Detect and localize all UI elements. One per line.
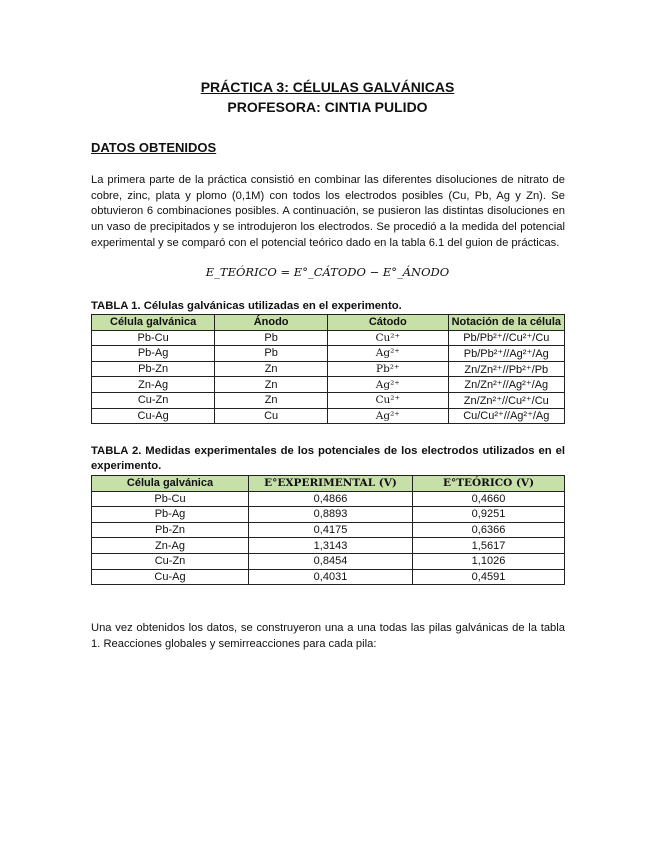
table-cell: Cu-Zn xyxy=(92,553,249,569)
table-cell: Pb/Pb²⁺//Cu²⁺/Cu xyxy=(448,330,564,346)
table-cell: 0,6366 xyxy=(413,522,565,538)
table-cell: 0,4660 xyxy=(413,491,565,507)
table-row xyxy=(92,330,565,346)
table-cell: 1,3143 xyxy=(249,538,413,554)
column-header: Cátodo xyxy=(328,315,449,331)
column-header: E°TEÓRICO (V) xyxy=(413,476,565,492)
table-row xyxy=(92,361,565,377)
table-cell: Pb xyxy=(215,330,328,346)
table-cell: Pb-Cu xyxy=(92,330,215,346)
column-header: E°EXPERIMENTAL (V) xyxy=(249,476,413,492)
table-header-row xyxy=(92,315,565,331)
table-cell: Pb-Ag xyxy=(92,507,249,523)
column-header: Notación de la célula xyxy=(448,315,564,331)
table-cell: Pb-Zn xyxy=(92,361,215,377)
table-cell: 0,9251 xyxy=(413,507,565,523)
table-cell: 0,4031 xyxy=(249,569,413,585)
table-cell: 0,4175 xyxy=(249,522,413,538)
table-row xyxy=(92,392,565,408)
table-cell: 0,4591 xyxy=(413,569,565,585)
table-header-row xyxy=(92,476,565,492)
document-title: PRÁCTICA 3: CÉLULAS GALVÁNICAS xyxy=(200,79,455,95)
table-cell: Zn xyxy=(215,377,328,393)
table-row xyxy=(92,491,565,507)
table-cell: Zn/Zn²⁺//Ag²⁺/Ag xyxy=(448,377,564,393)
intro-paragraph: La primera parte de la práctica consistió en combinar las diferentes disoluciones de nitrato de cobre, zinc, plata y plomo (0,1M) con todos los electrodos posibles (Cu, Pb, Ag y Zn). Se obtuvieron 6 combinaciones posibles. A continuación, se pusieron las distintas disoluciones en un vaso de precipitados y se introdujeron los electrodos. Se procedió a la medida del potencial experimental y se comparó con el potencial teórico dado en la tabla 6.1 del guion de prácticas. xyxy=(91,174,565,249)
column-header: Célula galvánica xyxy=(92,315,215,331)
table-cell: Cu/Cu²⁺//Ag²⁺/Ag xyxy=(448,408,564,424)
table-cell: Zn xyxy=(215,361,328,377)
table-row xyxy=(92,522,565,538)
column-header: Célula galvánica xyxy=(92,476,249,492)
table-cell: Cu-Ag xyxy=(92,408,215,424)
table-cell: Cu-Zn xyxy=(92,392,215,408)
potentials-table xyxy=(91,475,565,585)
closing-paragraph: Una vez obtenidos los datos, se construyeron una a una todas las pilas galvánicas de la tabla 1. Reacciones globales y semirreacciones para cada pila: xyxy=(91,622,565,650)
table-cell: 1,1026 xyxy=(413,553,565,569)
table2-caption: TABLA 2. Medidas experimentales de los potenciales de los electrodos utilizados en el experimento. xyxy=(91,445,565,472)
table-row xyxy=(92,553,565,569)
table-cell: Pb-Ag xyxy=(92,346,215,362)
table-cell: Pb/Pb²⁺//Ag²⁺/Ag xyxy=(448,346,564,362)
table-row xyxy=(92,408,565,424)
table-cell: 1,5617 xyxy=(413,538,565,554)
table-cell: Pb xyxy=(215,346,328,362)
table-cell: Pb-Cu xyxy=(92,491,249,507)
table-cell: Pb²⁺ xyxy=(328,361,449,377)
theoretical-potential-formula: E_TEÓRICO = E°_CÁTODO − E°_ÁNODO xyxy=(205,265,450,279)
table-row xyxy=(92,538,565,554)
table-cell: Cu²⁺ xyxy=(328,330,449,346)
table-row xyxy=(92,346,565,362)
section-heading: DATOS OBTENIDOS xyxy=(91,140,217,155)
table-cell: Zn-Ag xyxy=(92,377,215,393)
table-row xyxy=(92,377,565,393)
table-cell: 0,8893 xyxy=(249,507,413,523)
table-cell: 0,4866 xyxy=(249,491,413,507)
table-cell: Ag²⁺ xyxy=(328,346,449,362)
table-cell: Zn-Ag xyxy=(92,538,249,554)
table-row xyxy=(92,569,565,585)
table-cell: Zn/Zn²⁺//Pb²⁺/Pb xyxy=(448,361,564,377)
galvanic-cells-table xyxy=(91,314,565,424)
table-cell: Cu²⁺ xyxy=(328,392,449,408)
table1-caption: TABLA 1. Células galvánicas utilizadas en el experimento. xyxy=(91,300,402,312)
table-cell: Cu-Ag xyxy=(92,569,249,585)
table-cell: Ag²⁺ xyxy=(328,408,449,424)
table-cell: Cu xyxy=(215,408,328,424)
table-row xyxy=(92,507,565,523)
document-subtitle: PROFESORA: CINTIA PULIDO xyxy=(227,99,428,115)
table-cell: Zn/Zn²⁺//Cu²⁺/Cu xyxy=(448,392,564,408)
table-cell: Ag²⁺ xyxy=(328,377,449,393)
table-cell: Pb-Zn xyxy=(92,522,249,538)
table-cell: Zn xyxy=(215,392,328,408)
table-cell: 0,8454 xyxy=(249,553,413,569)
column-header: Ánodo xyxy=(215,315,328,331)
